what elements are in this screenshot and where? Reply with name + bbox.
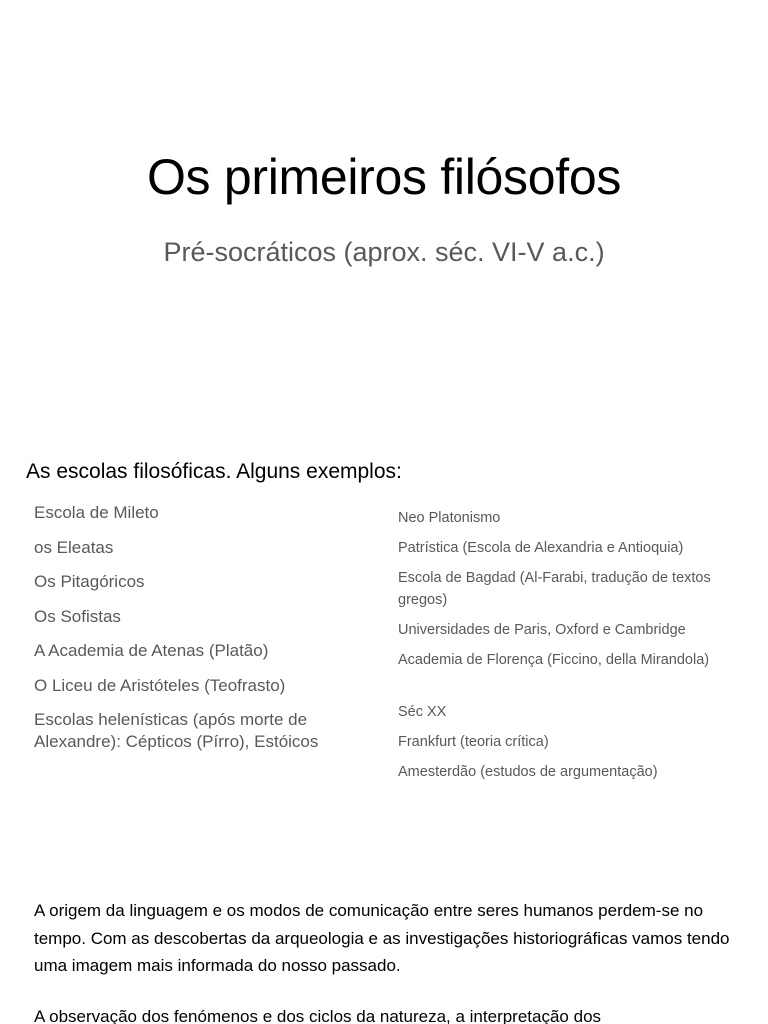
list-item: Os Sofistas [34, 606, 121, 626]
list-item: Amesterdão (estudos de argumentação) [398, 764, 658, 780]
page-title: Os primeiros filósofos [146, 149, 622, 205]
schools-list-left [34, 502, 374, 766]
list-item: Escolas helenísticas (após morte de Alexandre): Cépticos (Pírro), Estóicos [34, 710, 319, 751]
list-item: Patrística (Escola de Alexandria e Antioquia) [398, 540, 684, 556]
schools-list-right [398, 507, 738, 791]
list-item: Escola de Bagdad (Al-Farabi, tradução de textos gregos) [398, 570, 711, 608]
list-item: A Academia de Atenas (Platão) [34, 641, 269, 660]
list-item: Universidades de Paris, Oxford e Cambridge [398, 622, 686, 638]
body-paragraph: A observação dos fenómenos e dos ciclos da natureza, a interpretação dos [34, 1007, 602, 1024]
section-heading: As escolas filosóficas. Alguns exemplos: [26, 460, 402, 483]
list-item: Frankfurt (teoria crítica) [398, 734, 549, 750]
page-subtitle: Pré-socráticos (aprox. séc. VI-V a.c.) [163, 237, 605, 267]
list-item: Academia de Florença (Ficcino, della Mirandola) [398, 652, 710, 668]
list-item: Séc XX [398, 704, 447, 720]
body-paragraph: A origem da linguagem e os modos de comunicação entre seres humanos perdem-se no tempo. Com as descobertas da arqueologia e as investigações historiográficas vamos tendo uma imagem mais informada do nosso passado. [34, 901, 730, 975]
list-item: O Liceu de Aristóteles (Teofrasto) [34, 675, 286, 695]
list-item: Escola de Mileto [34, 503, 159, 522]
list-item: Os Pitagóricos [34, 572, 145, 591]
list-item: os Eleatas [34, 537, 114, 557]
list-item: Neo Platonismo [398, 510, 501, 526]
